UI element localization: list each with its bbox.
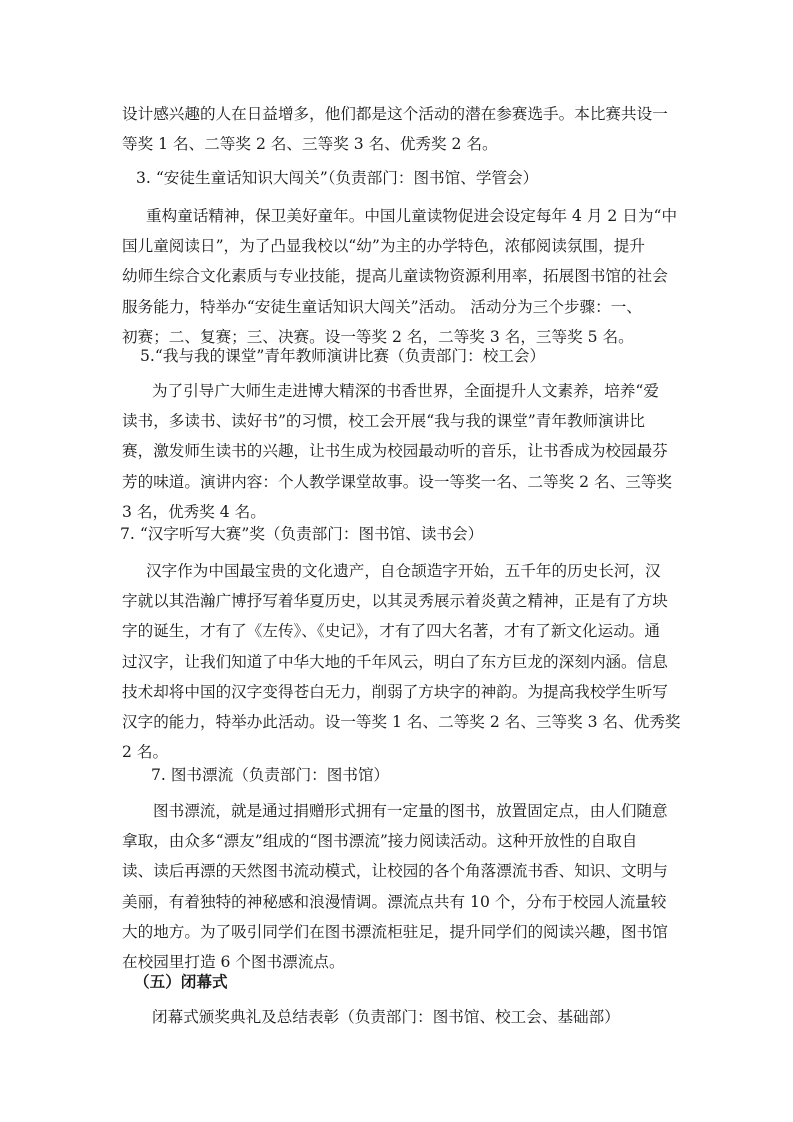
text-line: 芳的味道。演讲内容：个人教学课堂故事。设一等奖一名、二等奖 2 名、三等奖	[122, 472, 673, 491]
text-line: 为了引导广大师生走进博大精深的书香世界，全面提升人文素养，培养“爱	[152, 382, 659, 400]
text-line: 在校园里打造 6 个图书漂流点。	[122, 953, 345, 972]
text-line: 赛，激发师生读书的兴趣，让书生成为校园最动听的音乐，让书香成为校园最芬	[122, 442, 668, 461]
section-heading-closing: （五）闭幕式	[134, 972, 228, 991]
text-line: 读书，多读书、读好书”的习惯，校工会开展“我与我的课堂”青年教师演讲比	[122, 412, 645, 431]
text-line: 拿取，由众多“漂友”组成的“图书漂流”接力阅读活动。这种开放性的自取自	[122, 832, 638, 851]
text-line: 技术却将中国的汉字变得苍白无力，削弱了方块字的神韵。为提高我校学生听写	[122, 682, 668, 701]
heading-7-dictation: 7. “汉字听写大赛”奖（负责部门：图书馆、读书会）	[120, 525, 484, 543]
text-line: 设计感兴趣的人在日益增多，他们都是这个活动的潜在参赛选手。本比赛共设一	[122, 105, 668, 123]
text-line: 重构童话精神，保卫美好童年。中国儿童读物促进会设定每年 4 月 2 日为“中	[146, 207, 678, 225]
text-line: 等奖 1 名、二等奖 2 名、三等奖 3 名、优秀奖 2 名。	[122, 135, 498, 154]
paragraph-dictation	[122, 556, 682, 767]
paragraph-andersen	[122, 201, 682, 352]
text-line: 幼师生综合文化素质与专业技能，提高儿童读物资源利用率，拓展图书馆的社会	[122, 267, 668, 286]
text-line: 3 名，优秀奖 4 名。	[122, 502, 266, 521]
closing-line: 闭幕式颁奖典礼及总结表彰（负责部门：图书馆、校工会、基础部）	[152, 1008, 620, 1026]
text-line: 美丽，有着独特的神秘感和浪漫情调。漂流点共有 10 个，分布于校园人流量较	[122, 892, 667, 911]
text-line: 汉字的能力，特举办此活动。设一等奖 1 名、二等奖 2 名、三等奖 3 名、优秀奖	[122, 713, 681, 732]
text-line: 初赛；二、复赛；三、决赛。设一等奖 2 名，二等奖 3 名，三等奖 5 名。	[122, 327, 634, 346]
heading-5-speech: 5.“我与我的课堂”青年教师演讲比赛（负责部门：校工会）	[140, 347, 546, 365]
text-line: 服务能力，特举办“安徒生童话知识大闯关”活动。 活动分为三个步骤：一、	[122, 297, 642, 316]
text-line: 字的诞生，才有了《左传》、《史记》，才有了四大名著，才有了新文化运动。通	[122, 622, 660, 641]
text-line: 过汉字，让我们知道了中华大地的千年风云，明白了东方巨龙的深刻内涵。信息	[122, 652, 668, 671]
text-line: 读、读后再漂的天然图书流动模式，让校园的各个角落漂流书香、知识、文明与	[122, 862, 668, 881]
text-line: 字就以其浩瀚广博抒写着华夏历史，以其灵秀展示着炎黄之精神，正是有了方块	[122, 592, 668, 611]
text-line: 国儿童阅读日”，为了凸显我校以“幼”为主的办学特色，浓郁阅读氛围，提升	[122, 237, 645, 256]
text-line: 汉字作为中国最宝贵的文化遗产，自仓颉造字开始，五千年的历史长河，汉	[146, 562, 661, 580]
text-line: 大的地方。为了吸引同学们在图书漂流柜驻足，提升同学们的阅读兴趣，图书馆	[122, 922, 668, 941]
text-line: 图书漂流，就是通过捐赠形式拥有一定量的图书，放置固定点，由人们随意	[153, 802, 668, 820]
continuation-paragraph	[122, 99, 682, 159]
heading-3-andersen: 3. “安徒生童话知识大闯关”（负责部门：图书馆、学管会）	[136, 169, 539, 187]
paragraph-speech	[122, 376, 682, 527]
paragraph-book-drift	[122, 796, 682, 977]
text-line: 2 名。	[122, 743, 169, 762]
heading-7-book-drift: 7. 图书漂流（负责部门：图书馆）	[151, 766, 390, 784]
